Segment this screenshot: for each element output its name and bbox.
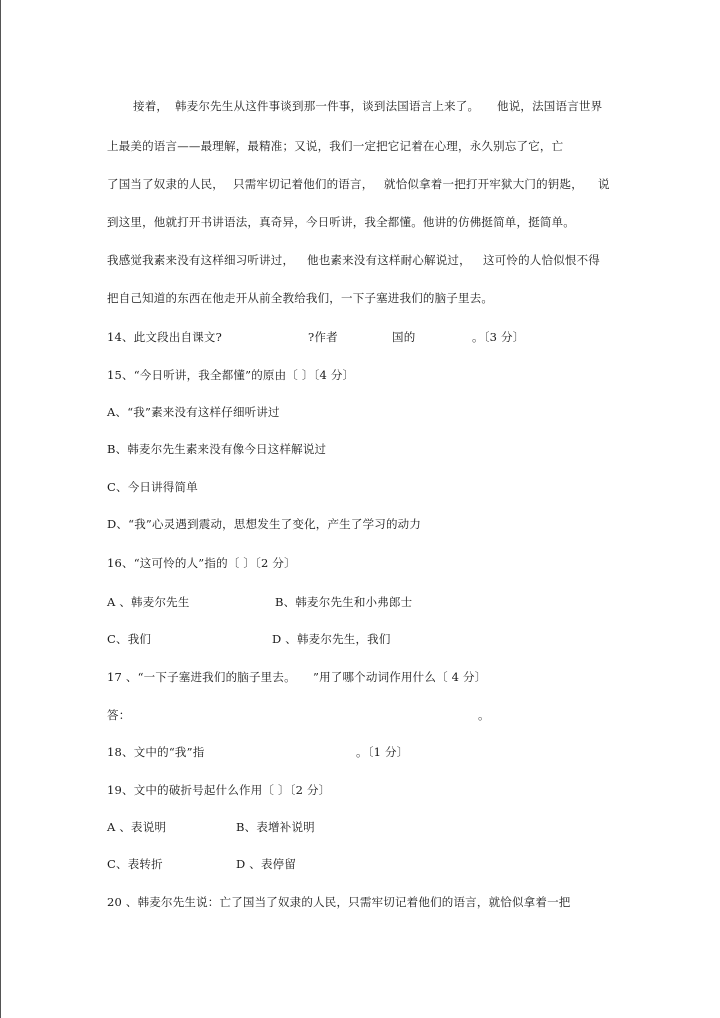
- question-text: 19、文中的破折号起什么作用〔 〕〔2 分〕: [107, 783, 331, 797]
- option-text: D 、韩麦尔先生，我们: [272, 632, 391, 646]
- question-text: 。〔1 分〕: [356, 745, 409, 759]
- text-segment: 就恰似拿着一把打开牢狱大门的钥匙，: [384, 177, 583, 191]
- question-text: 18、文中的“我”指: [107, 745, 205, 759]
- option-text: C、今日讲得简单: [107, 480, 198, 494]
- question-text: ”用了哪个动词作用什么〔 4 分〕: [313, 670, 487, 684]
- text-segment: 这可怜的人恰似恨不得: [483, 253, 600, 267]
- question-text: ?作者: [308, 330, 338, 344]
- text-segment: 上最美的语言——最理解，最精准；又说，我们一定把它记着在心理，永久别忘了它，亡: [107, 139, 564, 153]
- option-text: D、“我”心灵遇到震动，思想发生了变化，产生了学习的动力: [107, 517, 422, 531]
- option-text: A 、韩麦尔先生: [107, 595, 190, 609]
- page-left-border: [0, 0, 1, 1018]
- option-text: A、“我”素来没有这样仔细听讲过: [107, 405, 280, 419]
- text-segment: 我感觉我素来没有这样细习听讲过，: [107, 253, 295, 267]
- text-segment: 只需牢切记着他们的语言，: [233, 177, 374, 191]
- question-text: 国的: [392, 330, 416, 344]
- option-text: A 、表说明: [107, 820, 167, 834]
- option-text: B、韩麦尔先生和小弗郎士: [275, 595, 413, 609]
- text-segment: 说: [598, 177, 610, 191]
- question-text: 20 、韩麦尔先生说：亡了国当了奴隶的人民，只需牢切记着他们的语言，就恰似拿着一把: [107, 895, 571, 909]
- text-segment: 他说，法国语言世界: [497, 99, 603, 113]
- text-segment: 韩麦尔先生从这件事谈到那一件事，谈到法国语言上来了。: [175, 99, 480, 113]
- question-text: 。〔3 分〕: [472, 330, 525, 344]
- text-segment: 把自己知道的东西在他走开从前全教给我们，一下子塞进我们的脑子里去。: [107, 291, 494, 305]
- answer-end: 。: [478, 708, 490, 722]
- answer-label: 答：: [107, 708, 131, 722]
- question-text: 17 、“一下子塞进我们的脑子里去。: [107, 670, 296, 684]
- question-text: 14、此文段出自课文?: [107, 330, 222, 344]
- option-text: B、韩麦尔先生素来没有像今日这样解说过: [107, 442, 327, 456]
- text-segment: 到这里，他就打开书讲语法，真奇异，今日听讲，我全都懂。他讲的仿佛挺简单，挺简单。: [107, 215, 575, 229]
- option-text: D 、表停留: [236, 857, 297, 871]
- option-text: B、表增补说明: [236, 820, 315, 834]
- text-segment: 他也素来没有这样耐心解说过，: [307, 253, 471, 267]
- option-text: C、我们: [107, 632, 152, 646]
- question-text: 16、“这可怜的人”指的〔 〕〔2 分〕: [107, 556, 296, 570]
- option-text: C、表转折: [107, 857, 163, 871]
- text-segment: 了国当了奴隶的人民，: [107, 177, 224, 191]
- text-segment: 接着，: [133, 99, 169, 113]
- question-text: 15、“今日听讲，我全都懂”的原由〔 〕〔4 分〕: [107, 368, 355, 382]
